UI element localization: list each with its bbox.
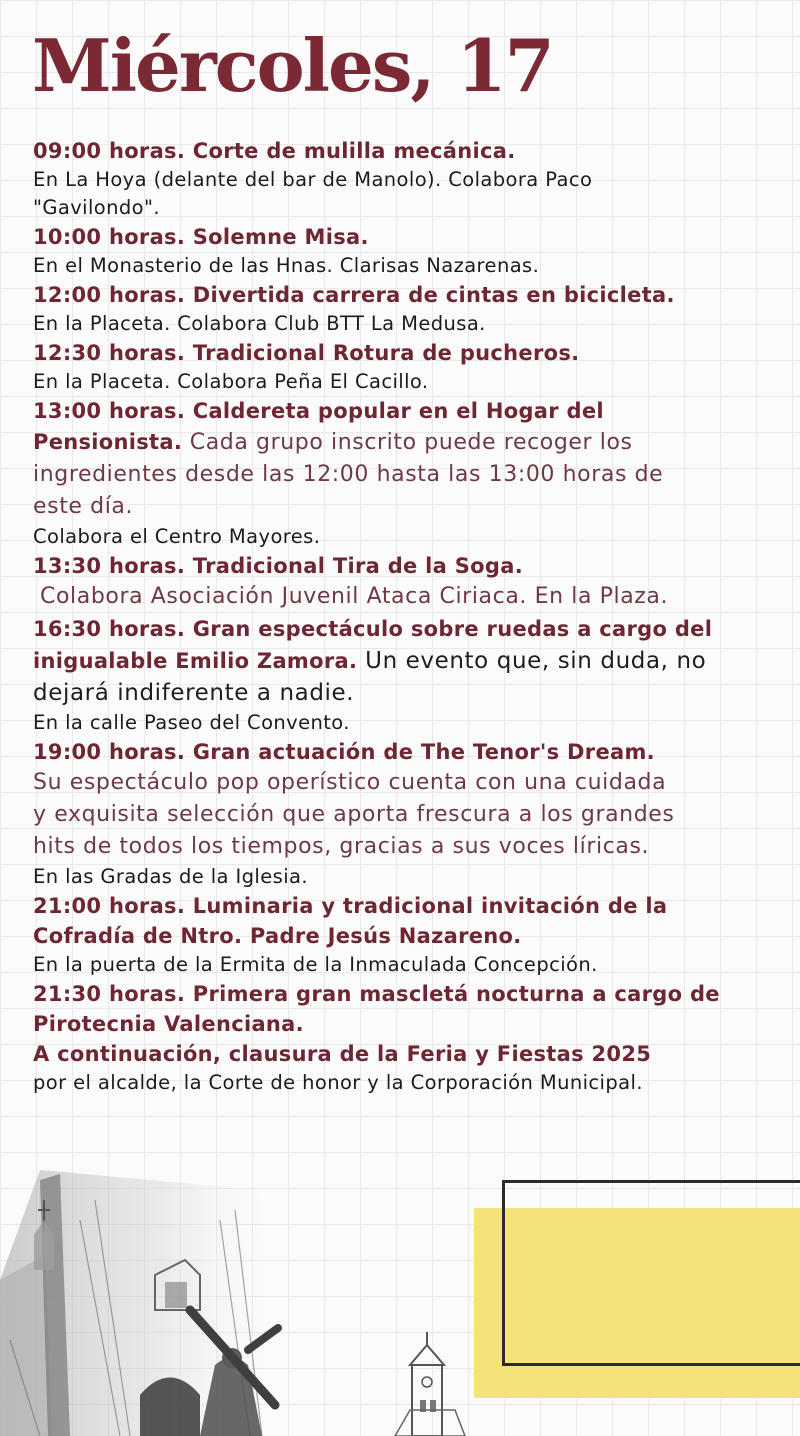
event-item [33,551,793,613]
event-detail: ingredientes desde las 12:00 hasta las 13:00 horas de [33,462,664,487]
event-description: por el alcalde, la Corte de honor y la Corporación Municipal. [33,1071,643,1094]
page-title: Miércoles, 17 [32,23,553,108]
event-detail-inline: Cada grupo inscrito puede recoger los [182,430,633,455]
event-heading-part: Pensionista. [33,430,183,454]
event-item [33,613,793,737]
event-description: Colabora el Centro Mayores. [33,525,321,548]
event-heading: Pirotecnia Valenciana. [33,1012,304,1036]
event-item [33,891,793,979]
event-item [33,280,793,338]
event-item [33,737,793,891]
event-heading: 12:00 horas. Divertida carrera de cintas en bicicleta. [33,283,675,307]
event-item [33,396,793,551]
event-heading: 10:00 horas. Solemne Misa. [33,225,369,249]
church-sketch-icon [0,1160,470,1436]
event-heading: A continuación, clausura de la Feria y Fiestas 2025 [33,1042,652,1066]
event-heading: 19:00 horas. Gran actuación de The Tenor's Dream. [33,740,655,764]
event-description: En las Gradas de la Iglesia. [33,865,308,888]
event-heading-line [33,426,793,459]
event-heading: 09:00 horas. Corte de mulilla mecánica. [33,139,516,163]
event-detail-inline: Un evento que, sin duda, no [357,648,707,674]
event-item [33,222,793,280]
black-frame-outline [502,1180,800,1366]
event-description: En la Placeta. Colabora Peña El Cacillo. [33,370,429,393]
event-detail: hits de todos los tiempos, gracias a sus voces líricas. [33,834,650,859]
event-detail: Su espectáculo pop operístico cuenta con una cuidada [33,770,667,795]
event-heading: 16:30 horas. Gran espectáculo sobre ruedas a cargo del [33,617,713,641]
event-description: En La Hoya (delante del bar de Manolo). Colabora Paco [33,168,593,191]
event-heading: 13:30 horas. Tradicional Tira de la Soga. [33,554,523,578]
event-description: En la Placeta. Colabora Club BTT La Medusa. [33,312,486,335]
event-description: En el Monasterio de las Hnas. Clarisas Nazarenas. [33,254,540,277]
event-description: "Gavilondo". [33,196,160,219]
event-item [33,136,793,222]
event-detail: este día. [33,494,134,519]
event-detail: dejará indiferente a nadie. [33,680,355,706]
event-heading: Cofradía de Ntro. Padre Jesús Nazareno. [33,924,522,948]
event-detail: Colabora Asociación Juvenil Ataca Ciriaca. En la Plaza. [40,584,669,609]
event-description: En la calle Paseo del Convento. [33,711,350,734]
event-heading: 21:30 horas. Primera gran mascletá nocturna a cargo de [33,982,720,1006]
event-item [33,338,793,396]
event-heading: 21:00 horas. Luminaria y tradicional invitación de la [33,894,668,918]
event-detail: y exquisita selección que aporta frescura a los grandes [33,802,675,827]
event-heading: 12:30 horas. Tradicional Rotura de pucheros. [33,341,580,365]
event-description: En la puerta de la Ermita de la Inmaculada Concepción. [33,953,598,976]
event-heading: 13:00 horas. Caldereta popular en el Hogar del [33,399,604,423]
event-item [33,979,793,1097]
event-heading-line [33,645,793,677]
schedule-list [33,136,793,1097]
event-heading-part: inigualable Emilio Zamora. [33,649,358,673]
